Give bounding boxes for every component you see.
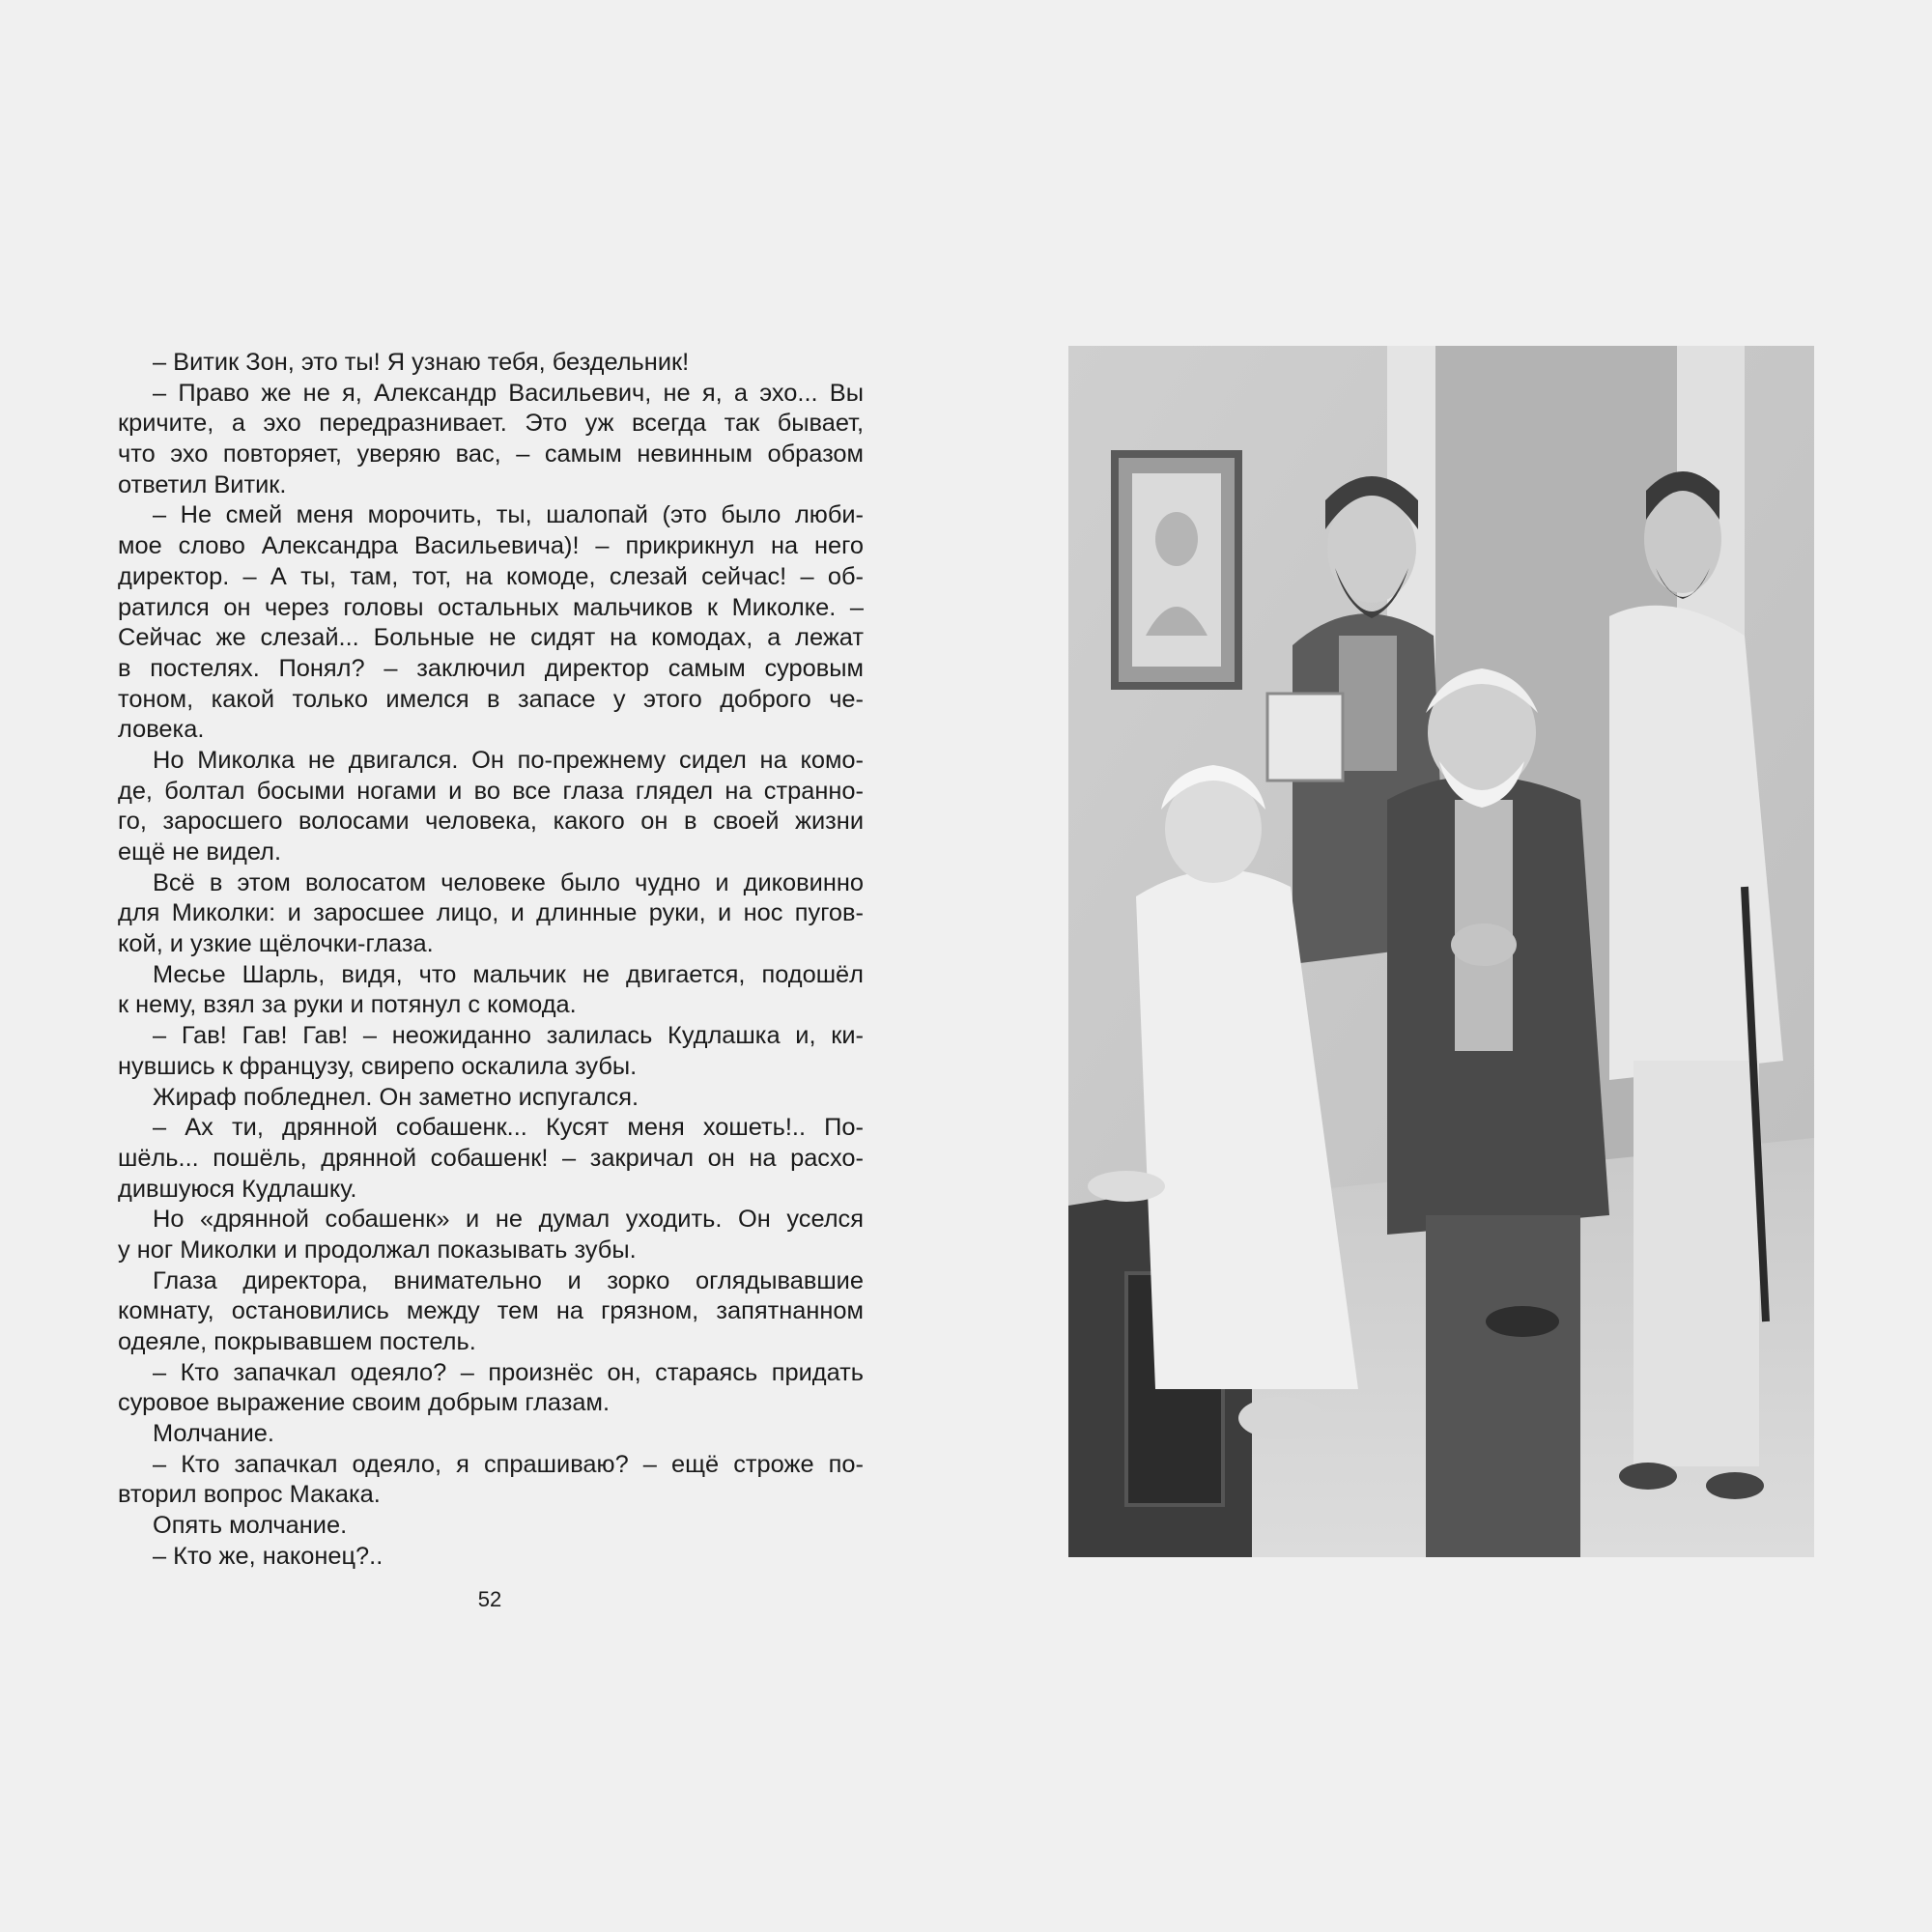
text-line: – Право же не я, Александр Васильевич, не я, а эхо... Вы (153, 379, 864, 407)
text-line: к нему, взял за руки и потянул с комода. (118, 991, 577, 1019)
text-line: – Кто запачкал одеяло, я спрашиваю? – ещё строже по- (153, 1450, 864, 1478)
picture-canvas (1132, 473, 1221, 667)
man-with-book-vest (1339, 636, 1397, 771)
text-line: для Миколки: и заросшее лицо, и длинные руки, и нос пугов- (118, 899, 864, 927)
book (1267, 694, 1343, 781)
text-line: го, заросшего волосами человека, какого он в своей жизни (118, 808, 864, 836)
text-line: кой, и узкие щёлочки-глаза. (118, 930, 434, 958)
illustration (1068, 346, 1814, 1557)
text-line: у ног Миколки и продолжал показывать зубы. (118, 1236, 637, 1264)
text-line: Опять молчание. (153, 1512, 348, 1540)
text-line: де, болтал босыми ногами и во все глаза глядел на странно- (118, 777, 864, 805)
text-line: Месье Шарль, видя, что мальчик не двигается, подошёл (153, 960, 864, 988)
tall-man-shoe-right (1706, 1472, 1764, 1499)
text-line: ответил Витик. (118, 470, 287, 498)
text-line: в постелях. Понял? – заключил директор самым суровым (118, 654, 864, 682)
text-line: комнату, остановились между тем на грязном, запятнанном (118, 1297, 864, 1325)
text-line: суровое выражение своим добрым глазам. (118, 1389, 611, 1417)
text-line: нувшись к французу, свирепо оскалила зубы. (118, 1052, 638, 1080)
old-man-hands (1451, 923, 1517, 966)
tall-man-trousers (1634, 1061, 1759, 1466)
text-line: Но «дрянной собашенк» и не думал уходить. Он уселся (153, 1206, 864, 1234)
text-line: Сейчас же слезай... Больные не сидят на комодах, а лежат (118, 624, 864, 652)
boy-feet (1238, 1397, 1323, 1439)
text-line: – Не смей меня морочить, ты, шалопай (это было люби- (153, 501, 864, 529)
text-line: мое слово Александра Васильевича)! – прикрикнул на него (118, 532, 864, 560)
boy-hand (1088, 1171, 1165, 1202)
illustration-drawing (1068, 346, 1814, 1557)
text-line: кричите, а эхо передразнивает. Это уж всегда так бывает, (118, 410, 864, 438)
text-line: тоном, какой только имелся в запасе у этого доброго че- (118, 685, 864, 713)
page-number: 52 (477, 1587, 502, 1611)
text-line: – Ах ти, дрянной собашенк... Кусят меня хошеть!.. По- (153, 1114, 864, 1142)
text-line: Жираф побледнел. Он заметно испугался. (153, 1083, 639, 1111)
text-line: Молчание. (153, 1420, 274, 1448)
text-line: – Кто же, наконец?.. (153, 1542, 384, 1570)
body-text (118, 348, 864, 1573)
text-line: Но Миколка не двигался. Он по-прежнему сидел на комо- (153, 746, 864, 774)
text-line: – Витик Зон, это ты! Я узнаю тебя, бездельник! (153, 349, 690, 376)
text-line: дившуюся Кудлашку. (118, 1175, 357, 1203)
text-line: шёль... пошёль, дрянной собашенк! – закричал он на расхо- (118, 1144, 864, 1172)
text-line: Всё в этом волосатом человеке было чудно и диковинно (153, 868, 864, 896)
old-man-trousers (1426, 1215, 1580, 1557)
text-line: ратился он через головы остальных мальчиков к Миколке. – (118, 593, 864, 621)
text-line: что эхо повторяет, уверяю вас, – самым невинным образом (118, 440, 864, 469)
text-line: – Гав! Гав! Гав! – неожиданно залилась Кудлашка и, ки- (153, 1022, 864, 1050)
portrait-head (1155, 512, 1198, 566)
text-line: ловека. (118, 716, 205, 744)
man-with-book-face (1327, 495, 1416, 603)
text-line: Глаза директора, внимательно и зорко оглядывавшие (153, 1266, 864, 1294)
text-line: вторил вопрос Макака. (118, 1481, 381, 1509)
text-line: – Кто запачкал одеяло? – произнёс он, стараясь придать (153, 1358, 864, 1386)
tall-man-shoe-left (1619, 1463, 1677, 1490)
text-line: ещё не видел. (118, 838, 282, 866)
old-man-shoe (1486, 1306, 1559, 1337)
text-line: директор. – А ты, там, тот, на комоде, слезай сейчас! – об- (118, 562, 864, 590)
text-line: одеяле, покрывавшем постель. (118, 1328, 476, 1355)
